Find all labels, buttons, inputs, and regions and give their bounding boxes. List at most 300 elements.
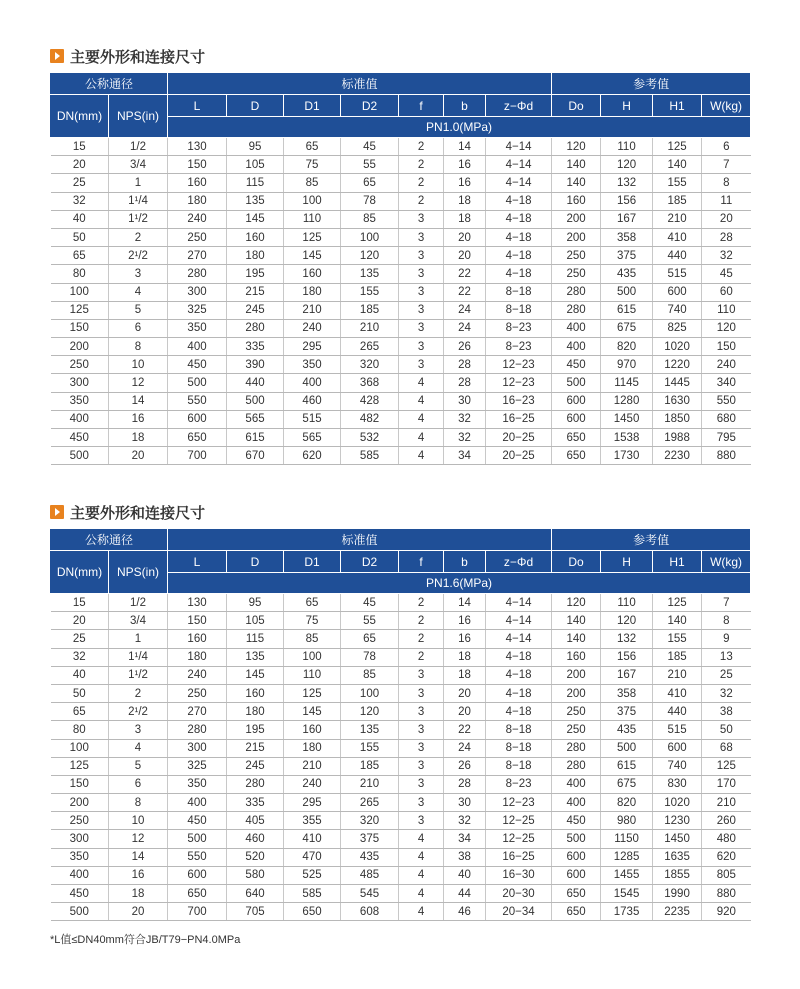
table-cell: 14 — [109, 848, 168, 866]
pressure-header: PN1.0(MPa) — [168, 117, 751, 138]
section-title-text: 主要外形和连接尺寸 — [70, 504, 206, 522]
table-cell: 740 — [653, 757, 702, 775]
table-cell: 200 — [552, 666, 601, 684]
table-cell: 400 — [51, 410, 109, 428]
table-cell: 600 — [552, 392, 601, 410]
col-header: b — [444, 551, 486, 573]
table-cell: 115 — [227, 630, 284, 648]
col-nps-header: NPS(in) — [109, 95, 168, 138]
col-header: b — [444, 95, 486, 117]
table-cell: 620 — [702, 848, 751, 866]
table-cell: 4−14 — [486, 630, 552, 648]
table-cell: 16 — [109, 866, 168, 884]
table-cell: 110 — [601, 138, 653, 156]
table-cell: 28 — [444, 356, 486, 374]
table-cell: 50 — [51, 228, 109, 246]
table-cell: 440 — [227, 374, 284, 392]
table-cell: 100 — [341, 228, 399, 246]
table-cell: 970 — [601, 356, 653, 374]
table-cell: 160 — [284, 265, 341, 283]
table-cell: 515 — [284, 410, 341, 428]
table-cell: 1850 — [653, 410, 702, 428]
table-cell: 8−23 — [486, 319, 552, 337]
table-cell: 280 — [552, 757, 601, 775]
table-cell: 18 — [109, 885, 168, 903]
table-row — [51, 866, 751, 884]
table-cell: 22 — [444, 283, 486, 301]
col-header: H1 — [653, 95, 702, 117]
table-cell: 20 — [51, 156, 109, 174]
table-cell: 650 — [168, 429, 227, 447]
table-cell: 515 — [653, 265, 702, 283]
table-cell: 4−14 — [486, 138, 552, 156]
table-cell: 180 — [168, 648, 227, 666]
table-cell: 1545 — [601, 885, 653, 903]
table-cell: 2 — [399, 612, 444, 630]
col-header: D1 — [284, 95, 341, 117]
table-cell: 335 — [227, 338, 284, 356]
table-cell: 435 — [601, 721, 653, 739]
table-cell: 450 — [51, 885, 109, 903]
table-cell: 485 — [341, 866, 399, 884]
table-row — [51, 429, 751, 447]
table-cell: 20 — [444, 228, 486, 246]
table-cell: 340 — [702, 374, 751, 392]
table-cell: 1230 — [653, 812, 702, 830]
table-cell: 195 — [227, 265, 284, 283]
table-row — [51, 684, 751, 702]
table-cell: 26 — [444, 757, 486, 775]
table-cell: 4−18 — [486, 210, 552, 228]
table-cell: 8−18 — [486, 283, 552, 301]
table-cell: 675 — [601, 319, 653, 337]
table-row — [51, 174, 751, 192]
table-cell: 3 — [399, 338, 444, 356]
table-cell: 210 — [341, 775, 399, 793]
table-cell: 13 — [702, 648, 751, 666]
table-cell: 22 — [444, 721, 486, 739]
table-cell: 210 — [341, 319, 399, 337]
table-cell: 125 — [653, 138, 702, 156]
table-cell: 132 — [601, 174, 653, 192]
table-cell: 215 — [227, 739, 284, 757]
table-cell: 10 — [109, 356, 168, 374]
table-row — [51, 630, 751, 648]
table-cell: 4 — [399, 429, 444, 447]
table-cell: 3 — [399, 666, 444, 684]
table-cell: 1 — [109, 174, 168, 192]
table-cell: 680 — [702, 410, 751, 428]
table-row — [51, 703, 751, 721]
table-cell: 150 — [168, 612, 227, 630]
table-cell: 32 — [51, 192, 109, 210]
table-section-pn16 — [50, 500, 750, 921]
table-row — [51, 265, 751, 283]
table-cell: 140 — [552, 612, 601, 630]
table-cell: 210 — [653, 210, 702, 228]
table-cell: 4 — [399, 374, 444, 392]
table-cell: 400 — [552, 775, 601, 793]
table-cell: 460 — [284, 392, 341, 410]
table-cell: 120 — [702, 319, 751, 337]
table-row — [51, 156, 751, 174]
table-cell: 4 — [399, 392, 444, 410]
table-cell: 125 — [284, 684, 341, 702]
table-cell: 167 — [601, 210, 653, 228]
table-cell: 3/4 — [109, 612, 168, 630]
table-cell: 650 — [552, 429, 601, 447]
table-cell: 240 — [168, 666, 227, 684]
table-cell: 210 — [284, 301, 341, 319]
table-cell: 1455 — [601, 866, 653, 884]
table-cell: 40 — [444, 866, 486, 884]
table-cell: 12 — [109, 830, 168, 848]
table-cell: 350 — [51, 848, 109, 866]
table-cell: 120 — [552, 594, 601, 612]
table-cell: 150 — [168, 156, 227, 174]
table-cell: 12−25 — [486, 812, 552, 830]
table-cell: 100 — [51, 739, 109, 757]
pressure-header: PN1.6(MPa) — [168, 573, 751, 594]
table-cell: 440 — [653, 703, 702, 721]
col-header: f — [399, 551, 444, 573]
table-cell: 532 — [341, 429, 399, 447]
table-cell: 135 — [227, 192, 284, 210]
table-cell: 125 — [653, 594, 702, 612]
table-cell: 525 — [284, 866, 341, 884]
table-cell: 280 — [552, 739, 601, 757]
table-cell: 32 — [444, 812, 486, 830]
table-cell: 8−18 — [486, 721, 552, 739]
table-cell: 650 — [168, 885, 227, 903]
table-cell: 3 — [399, 265, 444, 283]
table-row — [51, 301, 751, 319]
table-cell: 75 — [284, 156, 341, 174]
table-cell: 8−18 — [486, 757, 552, 775]
table-cell: 132 — [601, 630, 653, 648]
col-header: z−Φd — [486, 95, 552, 117]
table-cell: 185 — [653, 648, 702, 666]
table-cell: 20 — [444, 247, 486, 265]
table-cell: 25 — [702, 666, 751, 684]
table-cell: 1020 — [653, 338, 702, 356]
table-cell: 1280 — [601, 392, 653, 410]
table-cell: 200 — [552, 228, 601, 246]
table-cell: 1¹/2 — [109, 210, 168, 228]
dimension-table — [50, 72, 751, 465]
table-cell: 280 — [552, 301, 601, 319]
table-cell: 9 — [702, 630, 751, 648]
group-nominal-header: 公称通径 — [51, 529, 168, 551]
table-cell: 1¹/2 — [109, 666, 168, 684]
table-cell: 215 — [227, 283, 284, 301]
table-cell: 405 — [227, 812, 284, 830]
dimension-table — [50, 528, 751, 921]
table-cell: 150 — [702, 338, 751, 356]
table-cell: 11 — [702, 192, 751, 210]
footnote: *L值≤DN40mm符合JB/T79−PN4.0MPa — [50, 934, 241, 946]
table-cell: 45 — [341, 138, 399, 156]
table-cell: 20−25 — [486, 429, 552, 447]
table-cell: 450 — [168, 812, 227, 830]
table-row — [51, 594, 751, 612]
table-cell: 640 — [227, 885, 284, 903]
table-cell: 240 — [284, 319, 341, 337]
table-body — [51, 138, 751, 465]
table-cell: 4−14 — [486, 612, 552, 630]
table-cell: 8−18 — [486, 301, 552, 319]
table-cell: 180 — [227, 703, 284, 721]
table-cell: 44 — [444, 885, 486, 903]
table-row — [51, 848, 751, 866]
table-cell: 14 — [444, 594, 486, 612]
table-cell: 185 — [341, 301, 399, 319]
table-cell: 34 — [444, 830, 486, 848]
table-cell: 20 — [702, 210, 751, 228]
table-cell: 16 — [109, 410, 168, 428]
table-cell: 7 — [702, 594, 751, 612]
table-cell: 120 — [601, 156, 653, 174]
table-cell: 4 — [399, 848, 444, 866]
table-cell: 110 — [601, 594, 653, 612]
table-cell: 160 — [552, 648, 601, 666]
table-cell: 180 — [168, 192, 227, 210]
table-row — [51, 739, 751, 757]
table-cell: 24 — [444, 739, 486, 757]
table-cell: 250 — [168, 228, 227, 246]
table-cell: 260 — [702, 812, 751, 830]
table-cell: 375 — [601, 703, 653, 721]
table-cell: 100 — [284, 648, 341, 666]
table-cell: 16 — [444, 630, 486, 648]
table-cell: 545 — [341, 885, 399, 903]
table-cell: 14 — [444, 138, 486, 156]
table-cell: 600 — [552, 866, 601, 884]
table-cell: 4−18 — [486, 265, 552, 283]
table-cell: 4 — [399, 885, 444, 903]
table-cell: 156 — [601, 648, 653, 666]
col-header: L — [168, 551, 227, 573]
table-cell: 4 — [399, 866, 444, 884]
table-cell: 670 — [227, 447, 284, 465]
table-cell: 245 — [227, 757, 284, 775]
table-cell: 20 — [51, 612, 109, 630]
table-cell: 18 — [109, 429, 168, 447]
table-cell: 435 — [601, 265, 653, 283]
table-cell: 608 — [341, 903, 399, 921]
table-cell: 100 — [51, 283, 109, 301]
table-cell: 4 — [109, 739, 168, 757]
table-cell: 3/4 — [109, 156, 168, 174]
table-row — [51, 283, 751, 301]
table-cell: 650 — [284, 903, 341, 921]
table-cell: 167 — [601, 666, 653, 684]
table-cell: 180 — [284, 739, 341, 757]
table-cell: 65 — [284, 138, 341, 156]
col-dn-header: DN(mm) — [51, 551, 109, 594]
table-cell: 15 — [51, 138, 109, 156]
table-cell: 85 — [341, 210, 399, 228]
table-cell: 28 — [444, 374, 486, 392]
table-cell: 140 — [552, 630, 601, 648]
table-row — [51, 392, 751, 410]
table-cell: 300 — [51, 830, 109, 848]
table-cell: 650 — [552, 447, 601, 465]
table-row — [51, 612, 751, 630]
table-cell: 335 — [227, 794, 284, 812]
table-cell: 1635 — [653, 848, 702, 866]
table-cell: 100 — [341, 684, 399, 702]
table-cell: 16−25 — [486, 848, 552, 866]
table-cell: 135 — [341, 265, 399, 283]
table-cell: 32 — [51, 648, 109, 666]
table-cell: 65 — [51, 703, 109, 721]
table-cell: 150 — [51, 319, 109, 337]
table-cell: 3 — [399, 228, 444, 246]
group-nominal-header: 公称通径 — [51, 73, 168, 95]
table-cell: 125 — [51, 301, 109, 319]
table-cell: 3 — [109, 265, 168, 283]
table-cell: 32 — [444, 429, 486, 447]
table-cell: 125 — [284, 228, 341, 246]
table-cell: 250 — [552, 703, 601, 721]
col-header: L — [168, 95, 227, 117]
table-cell: 400 — [552, 338, 601, 356]
arrow-right-icon — [50, 505, 64, 519]
table-cell: 85 — [284, 174, 341, 192]
table-cell: 410 — [653, 684, 702, 702]
table-cell: 250 — [552, 247, 601, 265]
table-row — [51, 338, 751, 356]
table-cell: 620 — [284, 447, 341, 465]
table-cell: 3 — [399, 757, 444, 775]
table-cell: 200 — [552, 210, 601, 228]
table-cell: 1/2 — [109, 138, 168, 156]
table-cell: 500 — [168, 830, 227, 848]
table-cell: 585 — [341, 447, 399, 465]
table-cell: 30 — [444, 794, 486, 812]
table-cell: 920 — [702, 903, 751, 921]
table-cell: 3 — [399, 794, 444, 812]
table-cell: 1¹/4 — [109, 192, 168, 210]
table-cell: 4−18 — [486, 228, 552, 246]
table-body — [51, 594, 751, 921]
table-cell: 3 — [399, 247, 444, 265]
table-cell: 3 — [399, 739, 444, 757]
table-cell: 32 — [702, 684, 751, 702]
table-cell: 400 — [552, 319, 601, 337]
table-cell: 450 — [552, 812, 601, 830]
col-header: D — [227, 551, 284, 573]
table-cell: 4−18 — [486, 247, 552, 265]
table-cell: 8−23 — [486, 338, 552, 356]
table-cell: 650 — [552, 903, 601, 921]
table-cell: 4−14 — [486, 174, 552, 192]
table-cell: 28 — [444, 775, 486, 793]
table-cell: 615 — [227, 429, 284, 447]
table-cell: 140 — [653, 612, 702, 630]
table-cell: 185 — [653, 192, 702, 210]
table-cell: 1450 — [601, 410, 653, 428]
table-cell: 500 — [552, 374, 601, 392]
table-cell: 5 — [109, 757, 168, 775]
table-cell: 1735 — [601, 903, 653, 921]
table-cell: 450 — [51, 429, 109, 447]
col-dn-header: DN(mm) — [51, 95, 109, 138]
table-cell: 1285 — [601, 848, 653, 866]
table-cell: 46 — [444, 903, 486, 921]
table-cell: 820 — [601, 794, 653, 812]
table-cell: 28 — [702, 228, 751, 246]
table-cell: 880 — [702, 885, 751, 903]
table-cell: 50 — [51, 684, 109, 702]
table-cell: 805 — [702, 866, 751, 884]
table-cell: 200 — [552, 684, 601, 702]
table-row — [51, 138, 751, 156]
table-cell: 480 — [702, 830, 751, 848]
table-cell: 2235 — [653, 903, 702, 921]
table-cell: 18 — [444, 648, 486, 666]
table-cell: 3 — [399, 775, 444, 793]
table-cell: 50 — [702, 721, 751, 739]
table-cell: 30 — [444, 392, 486, 410]
table-cell: 550 — [168, 392, 227, 410]
table-cell: 125 — [702, 757, 751, 775]
table-cell: 20−30 — [486, 885, 552, 903]
col-header: D — [227, 95, 284, 117]
table-cell: 295 — [284, 794, 341, 812]
table-cell: 358 — [601, 684, 653, 702]
table-cell: 15 — [51, 594, 109, 612]
table-cell: 20 — [444, 703, 486, 721]
table-cell: 280 — [168, 721, 227, 739]
table-row — [51, 247, 751, 265]
table-cell: 145 — [227, 210, 284, 228]
table-cell: 390 — [227, 356, 284, 374]
table-cell: 8 — [702, 174, 751, 192]
table-cell: 300 — [51, 374, 109, 392]
table-cell: 320 — [341, 356, 399, 374]
table-cell: 78 — [341, 192, 399, 210]
table-row — [51, 192, 751, 210]
table-cell: 2 — [399, 630, 444, 648]
table-cell: 265 — [341, 338, 399, 356]
table-cell: 3 — [399, 721, 444, 739]
table-cell: 25 — [51, 174, 109, 192]
table-cell: 600 — [653, 739, 702, 757]
table-cell: 400 — [168, 338, 227, 356]
table-cell: 18 — [444, 210, 486, 228]
table-cell: 240 — [284, 775, 341, 793]
table-cell: 20 — [444, 684, 486, 702]
table-cell: 325 — [168, 757, 227, 775]
table-cell: 22 — [444, 265, 486, 283]
table-cell: 160 — [552, 192, 601, 210]
table-cell: 135 — [341, 721, 399, 739]
table-cell: 245 — [227, 301, 284, 319]
table-cell: 250 — [51, 356, 109, 374]
table-cell: 3 — [109, 721, 168, 739]
table-cell: 2 — [399, 138, 444, 156]
table-cell: 155 — [653, 630, 702, 648]
table-cell: 300 — [168, 739, 227, 757]
table-cell: 130 — [168, 594, 227, 612]
table-cell: 45 — [702, 265, 751, 283]
table-cell: 210 — [653, 666, 702, 684]
group-reference-header: 参考值 — [552, 73, 751, 95]
table-cell: 740 — [653, 301, 702, 319]
table-cell: 240 — [168, 210, 227, 228]
